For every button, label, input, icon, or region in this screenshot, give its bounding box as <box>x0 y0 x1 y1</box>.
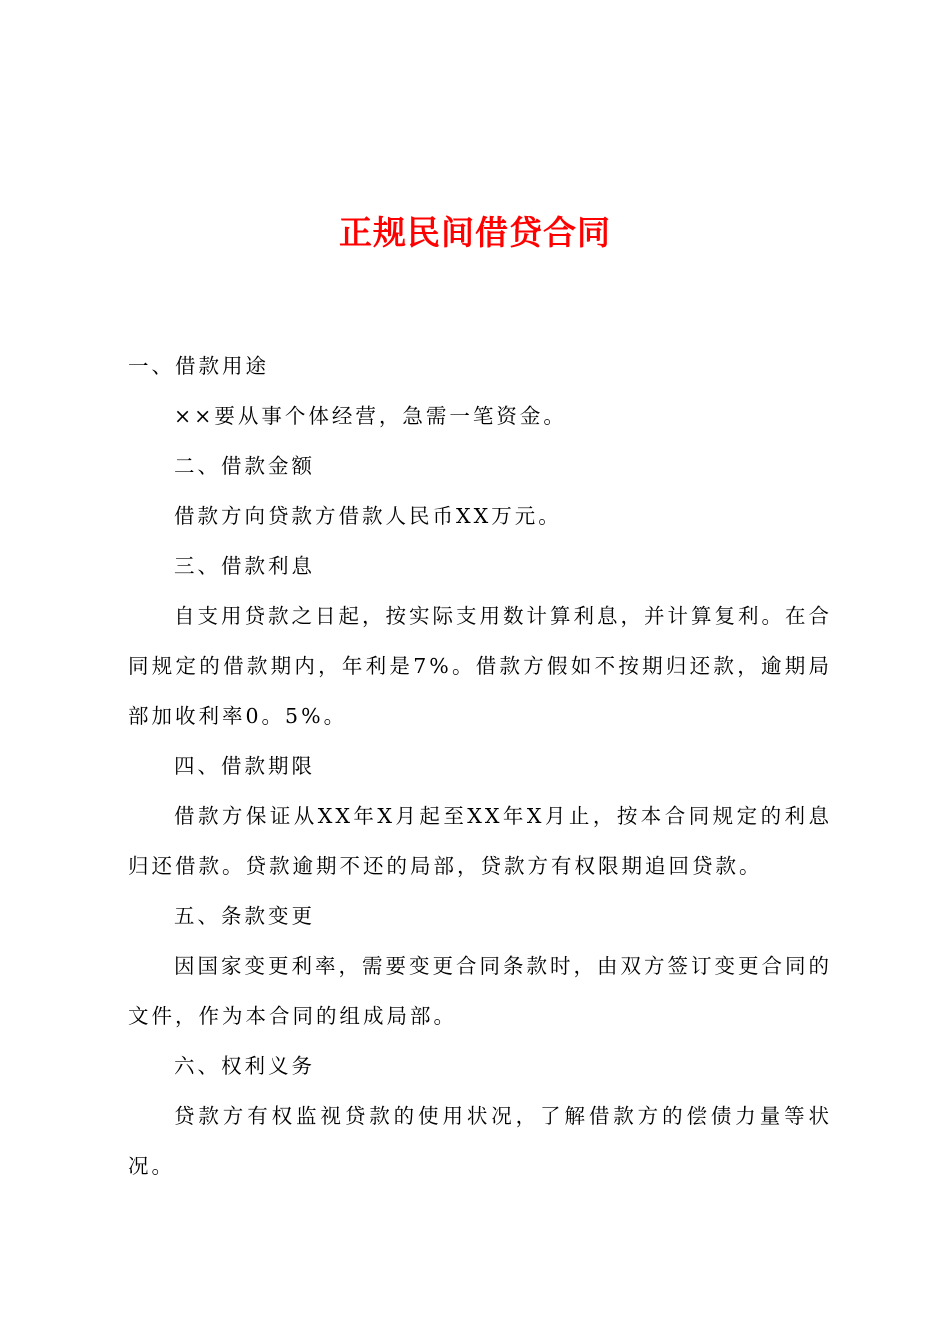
paragraph-amount: 借款方向贷款方借款人民币XX万元。 <box>174 504 562 528</box>
paragraph-rights: 贷款方有权监视贷款的使用状况，了解借款方的偿债力量等状况。 <box>128 1104 832 1178</box>
section-heading-term: 四、借款期限 <box>174 754 315 778</box>
section-heading-amount: 二、借款金额 <box>174 454 315 478</box>
section-heading-changes: 五、条款变更 <box>174 904 315 928</box>
document-body <box>128 341 832 1191</box>
paragraph-interest: 自支用贷款之日起，按实际支用数计算利息，并计算复利。在合同规定的借款期内，年利是7%。借款方假如不按期归还款，逾期局部加收利率0。5%。 <box>128 604 832 728</box>
section-heading-purpose: 一、借款用途 <box>128 354 269 378</box>
document-title: 正规民间借贷合同 <box>339 213 611 252</box>
section-heading-interest: 三、借款利息 <box>174 554 315 578</box>
paragraph-purpose: ××要从事个体经营，急需一笔资金。 <box>174 404 567 428</box>
paragraph-changes: 因国家变更利率，需要变更合同条款时，由双方签订变更合同的文件，作为本合同的组成局部。 <box>128 954 832 1028</box>
section-heading-rights: 六、权利义务 <box>174 1054 315 1078</box>
paragraph-term: 借款方保证从XX年X月起至XX年X月止，按本合同规定的利息归还借款。贷款逾期不还的局部，贷款方有权限期追回贷款。 <box>128 804 832 878</box>
